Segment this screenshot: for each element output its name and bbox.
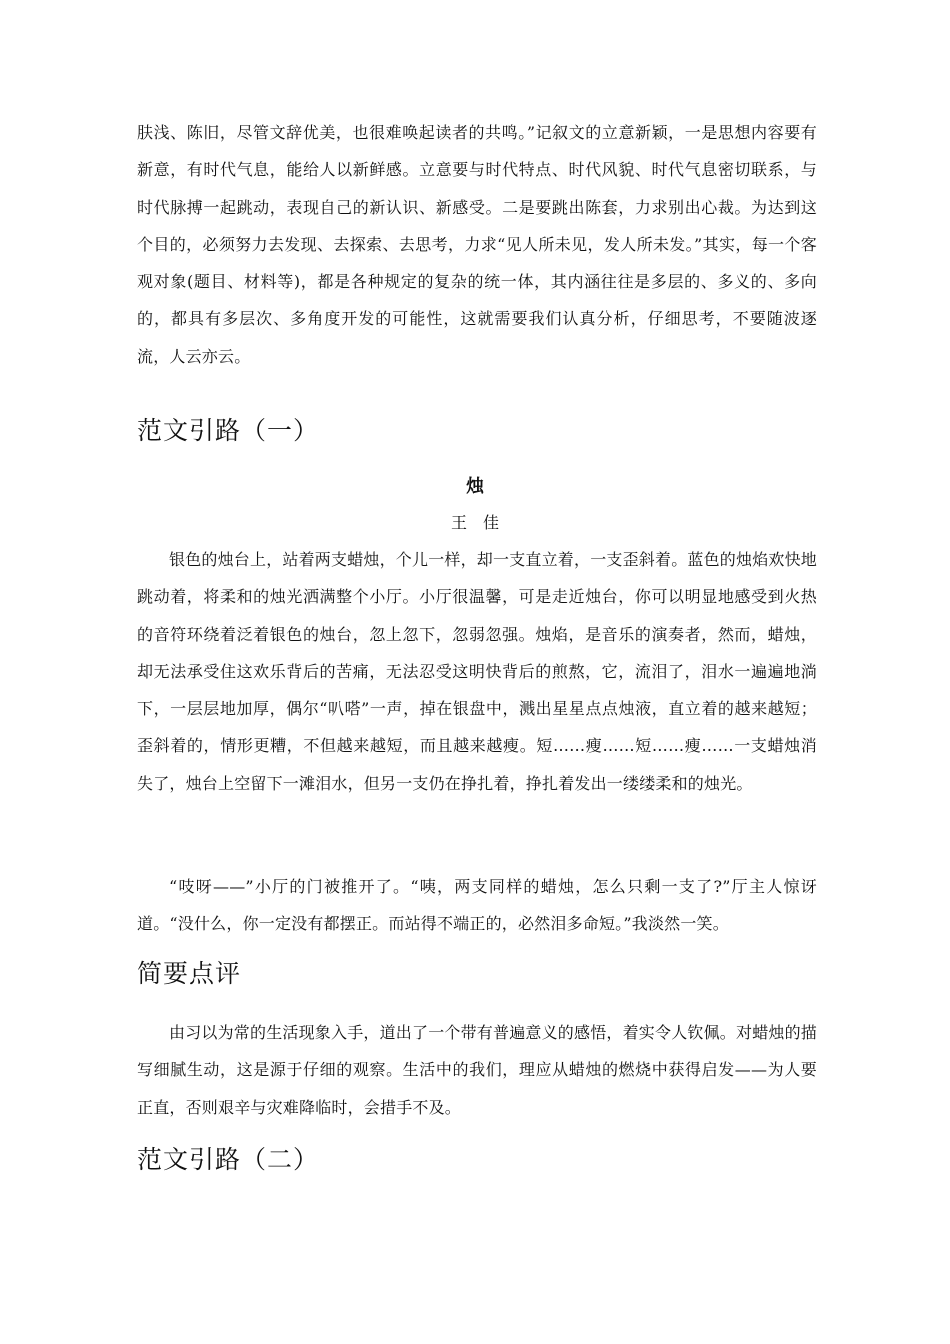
essay-author: 王 佳 bbox=[450, 513, 499, 532]
intro-paragraph: 肤浅、陈旧，尽管文辞优美，也很难唤起读者的共鸣。”记叙文的立意新颖，一是思想内容要有新意，有时代气息，能给人以新鲜感。立意要与时代特点、时代风貌、时代气息密切联系，与时代脉搏一起跳动，表现自己的新认识、新感受。二是要跳出陈套，力求别出心裁。为达到这个目的，必须努力去发现、去探索、去思考，力求“见人所未见，发人所未发。”其实，每一个客观对象(题目、材料等)，都是各种规定的复杂的统一体，其内涵往往是多层的、多义的、多向的，都具有多层次、多角度开发的可能性，这就需要我们认真分析，仔细思考，不要随波逐流，人云亦云。 bbox=[137, 123, 817, 366]
section-heading-two: 范文引路（二） bbox=[137, 1145, 320, 1174]
essay-paragraph-1: 银色的烛台上，站着两支蜡烛，个儿一样，却一支直立着，一支歪斜着。蓝色的烛焰欢快地跳动着，将柔和的烛光洒满整个小厅。小厅很温馨，可是走近烛台，你可以明显地感受到火热的音符环绕着泛着银色的烛台，忽上忽下，忽弱忽强。烛焰，是音乐的演奏者，然而，蜡烛，却无法承受住这欢乐背后的苦痛，无法忍受这明快背后的煎熬，它，流泪了，泪水一遍遍地淌下，一层层地加厚，偶尔“叭嗒”一声，掉在银盘中，溅出星星点点烛液，直立着的越来越短；歪斜着的，情形更糟，不但越来越短，而且越来越瘦。短……瘦……短……瘦……一支蜡烛消失了，烛台上空留下一滩泪水，但另一支仍在挣扎着，挣扎着发出一缕缕柔和的烛光。 bbox=[137, 550, 818, 793]
essay-title: 烛 bbox=[466, 476, 484, 497]
essay-paragraph-2: “吱呀——”小厅的门被推开了。“咦，两支同样的蜡烛，怎么只剩一支了?”厅主人惊讶道。“没什么，你一定没有都摆正。而站得不端正的，必然泪多命短。”我淡然一笑。 bbox=[137, 877, 817, 934]
review-paragraph: 由习以为常的生活现象入手，道出了一个带有普遍意义的感悟，着实令人钦佩。对蜡烛的描写细腻生动，这是源于仔细的观察。生活中的我们，理应从蜡烛的燃烧中获得启发——为人要正直，否则艰辛与灾难降临时，会措手不及。 bbox=[137, 1023, 818, 1117]
section-heading-one: 范文引路（一） bbox=[137, 416, 320, 445]
section-heading-review: 简要点评 bbox=[137, 959, 242, 988]
